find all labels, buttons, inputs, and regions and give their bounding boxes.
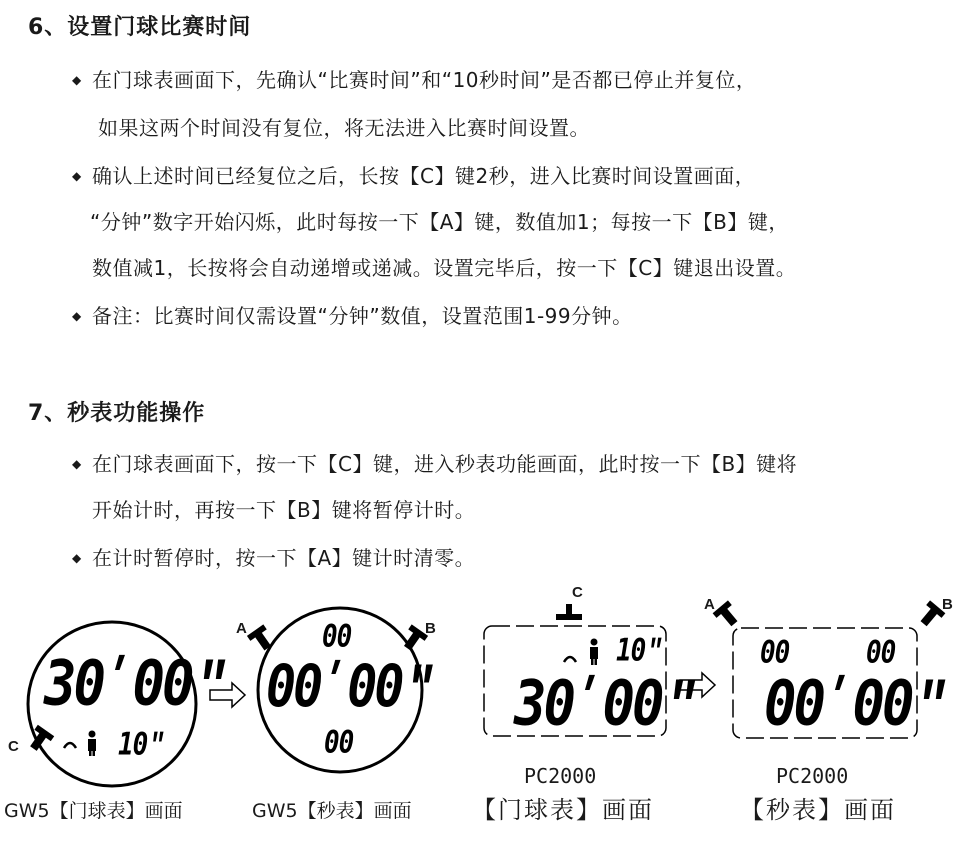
pc2000-stopwatch-main-time: 00ʹ00ʺ (764, 666, 941, 740)
diamond-bullet-icon: ◆ (72, 456, 82, 471)
player-icon (64, 731, 96, 757)
button-b-marker-icon (916, 600, 945, 630)
gw5-stopwatch-caption: GW5【秒表】画面 (252, 800, 412, 822)
diamond-bullet-icon: ◆ (72, 72, 82, 87)
pc2000-gateball-main-time: 30ʹ00ʺ (514, 666, 691, 740)
list-item-continuation: 开始计时，再按一下【B】键将暂停计时。 (92, 498, 476, 522)
pc2000-stopwatch-top-left-value: 00 (760, 635, 790, 671)
button-c-label: C (572, 584, 583, 601)
list-item-continuation: 如果这两个时间没有复位，将无法进入比赛时间设置。 (98, 116, 590, 140)
pc2000-gateball-ten-second-time: 10ʺ (616, 632, 660, 669)
player-icon (564, 639, 598, 666)
list-item: ◆ 在门球表画面下，按一下【C】键，进入秒表功能画面，此时按一下【B】键将 (72, 452, 798, 476)
gw5-stopwatch-main-time: 00ʹ00ʺ (266, 653, 429, 721)
pc2000-stopwatch-model: PC2000 (776, 764, 849, 788)
list-item: ◆ 备注：比赛时间仅需设置“分钟”数值，设置范围1-99分钟。 (72, 304, 633, 328)
pc2000-stopwatch-top-right-value: 00 (866, 635, 896, 671)
list-item: ◆ 确认上述时间已经复位之后，长按【C】键2秒，进入比赛时间设置画面， (72, 164, 756, 188)
list-item-continuation: 数值减1，长按将会自动递增或递减。设置完毕后，按一下【C】键退出设置。 (92, 256, 797, 280)
diamond-bullet-icon: ◆ (72, 550, 82, 565)
gw5-gateball-caption: GW5【门球表】画面 (4, 800, 183, 822)
pc2000-gateball-caption: 【门球表】画面 (472, 796, 654, 824)
section-7-heading: 7、秒表功能操作 (28, 401, 206, 426)
gw5-stopwatch-bottom-value: 00 (324, 725, 354, 761)
pc2000-stopwatch-caption: 【秒表】画面 (740, 796, 896, 824)
list-item-continuation: “分钟”数字开始闪烁，此时每按一下【A】键，数值加1；每按一下【B】键， (90, 210, 789, 234)
gw5-stopwatch-top-value: 00 (322, 619, 352, 655)
pc2000-gateball-model: PC2000 (524, 764, 597, 788)
button-c-marker-icon (25, 725, 54, 754)
list-item: ◆ 在门球表画面下，先确认“比赛时间”和“10秒时间”是否都已停止并复位， (72, 68, 757, 92)
button-a-label: A (236, 620, 247, 637)
button-a-marker-icon (247, 624, 276, 653)
gw5-gateball-ten-second-time: 10ʺ (118, 726, 162, 763)
button-b-label: B (942, 596, 953, 613)
button-b-label: B (425, 620, 436, 637)
list-item: ◆ 在计时暂停时，按一下【A】键计时清零。 (72, 546, 476, 570)
button-a-label: A (704, 596, 715, 613)
button-c-label: C (8, 738, 19, 755)
diamond-bullet-icon: ◆ (72, 308, 82, 323)
diamond-bullet-icon: ◆ (72, 168, 82, 183)
button-c-top-marker-icon (556, 604, 582, 620)
button-a-marker-icon (713, 600, 742, 630)
section-6-heading: 6、设置门球比赛时间 (28, 15, 252, 40)
gw5-gateball-main-time: 30ʹ00ʺ (44, 646, 221, 720)
